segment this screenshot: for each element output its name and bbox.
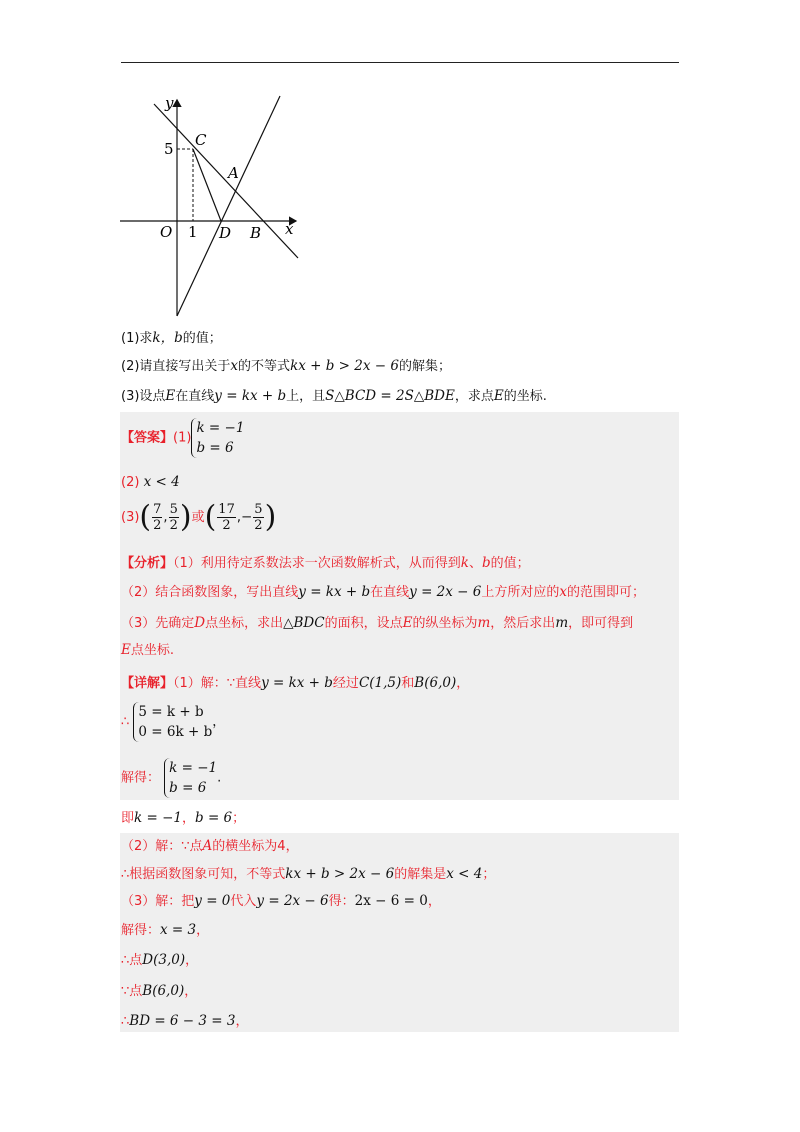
analysis-3: （3）先确定D点坐标，求出△BDC的面积，设点E的纵坐标为m，然后求出m，即可得到: [121, 615, 634, 631]
analysis-2: （2）结合函数图象，写出直线y = kx + b在直线y = 2x − 6上方所对应的x的范围即可；: [121, 584, 646, 600]
detail-8: 解得：x = 3，: [121, 922, 210, 938]
detail-9: ∴点D(3,0)，: [121, 952, 199, 968]
detail-system-1: ∴ 5 = k + b 0 = 6k + b ，: [121, 704, 226, 740]
answer-1-system: k = −1 b = 6: [191, 418, 244, 458]
analysis-3-cont: E点坐标.: [121, 642, 174, 658]
tick-five: 5: [164, 140, 174, 158]
detail-5: （2）解：∵点A的横坐标为4，: [121, 838, 299, 854]
label-d: D: [219, 224, 232, 242]
label-a: A: [228, 164, 239, 182]
answer-2: (2) x < 4: [121, 474, 180, 490]
detail-4: 即k = −1，b = 6；: [121, 810, 246, 826]
line-2x-6: [177, 96, 280, 316]
analysis-1: 【分析】（1）利用待定系数法求一次函数解析式，从而得到k、b的值；: [121, 555, 530, 571]
question-1: (1)求k，b的值；: [121, 330, 222, 346]
question-3: (3)设点E在直线y = kx + b上，且S△BCD = 2S△BDE，求点E的坐标.: [121, 388, 547, 404]
detail-6: ∴根据函数图象可知，不等式kx + b > 2x − 6的解集是x < 4；: [121, 866, 496, 882]
tick-one: 1: [188, 223, 198, 241]
label-x: x: [285, 220, 294, 238]
detail-7: （3）解：把y = 0代入y = 2x − 6得：2x − 6 = 0，: [121, 893, 441, 909]
answer-1: 【答案】(1) k = −1 b = 6: [121, 420, 245, 456]
label-origin: O: [160, 223, 173, 241]
segment-cd: [193, 149, 221, 221]
detail-solve: 解得： k = −1 b = 6 .: [121, 760, 222, 796]
header-rule: [121, 62, 679, 63]
detail-1: 【详解】（1）解：∵直线y = kx + b经过C(1,5)和B(6,0)，: [121, 675, 470, 691]
question-2: (2)请直接写出关于x的不等式kx + b > 2x − 6的解集；: [121, 358, 451, 374]
label-y: y: [165, 94, 174, 112]
detail-11: ∴BD = 6 − 3 = 3，: [121, 1013, 249, 1029]
coordinate-figure: [118, 92, 308, 320]
label-c: C: [195, 131, 207, 149]
label-b: B: [250, 224, 262, 242]
detail-10: ∵点B(6,0)，: [121, 983, 198, 999]
answer-3: (3)( $\frac{7}{2}$ , $\frac{5}{2}$ )或( $\frac{17}{2}$ ,− $\frac{5}{2}$ ): [121, 499, 277, 535]
